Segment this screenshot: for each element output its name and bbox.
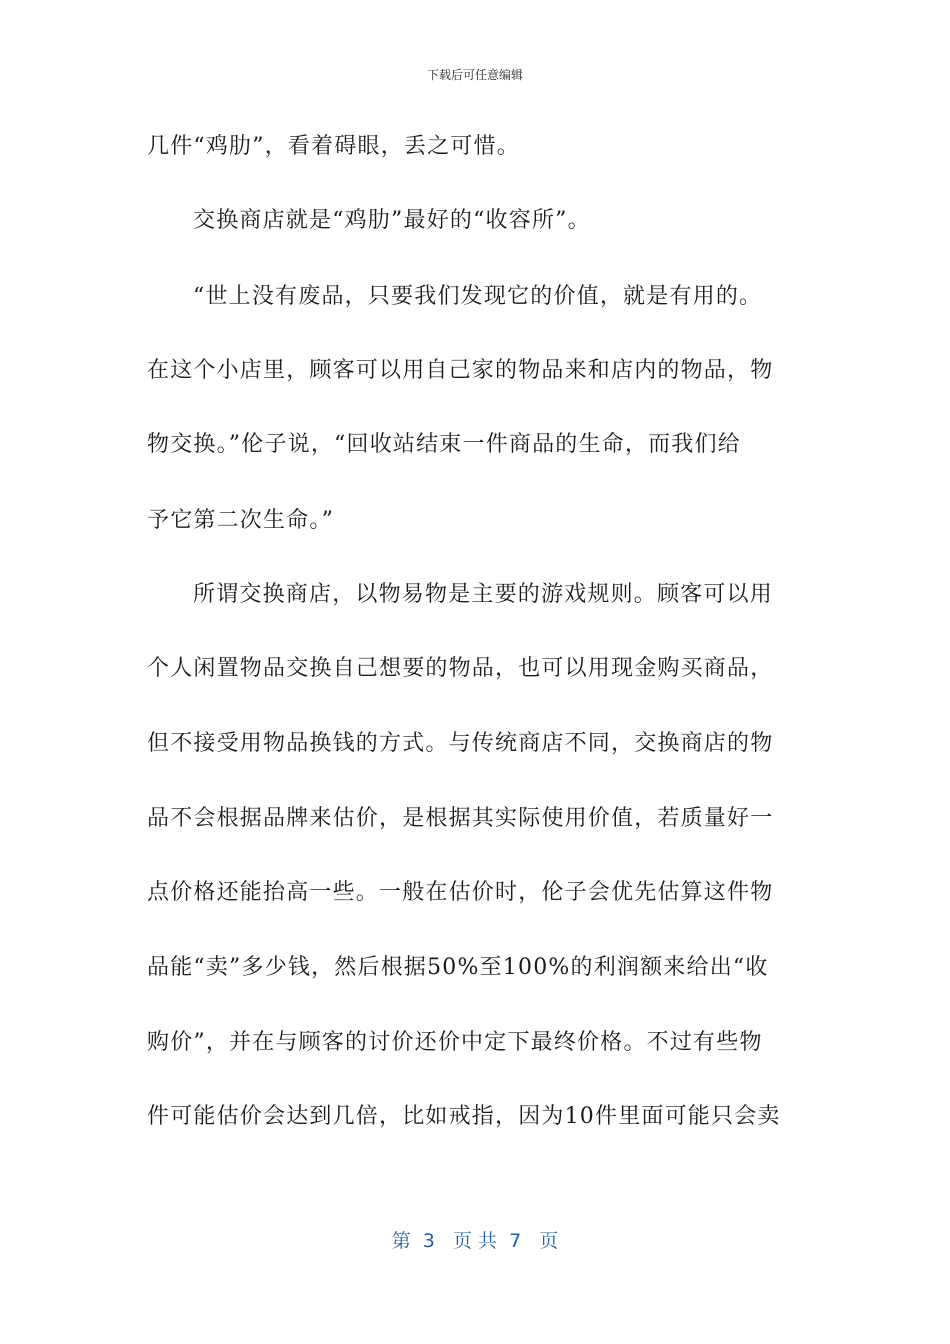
text-line: 购价”，并在与顾客的讨价还价中定下最终价格。不过有些物 <box>147 1030 763 1055</box>
text-line: 品能“卖”多少钱，然后根据50%至100%的利润额来给出“收 <box>147 955 769 980</box>
page-footer: 第 3 页 共 7 页 <box>391 1230 559 1252</box>
text-line: 件可能估价会达到几倍，比如戒指，因为10件里面可能只会卖 <box>147 1104 781 1129</box>
text-line: 品不会根据品牌来估价，是根据其实际使用价值，若质量好一 <box>147 806 774 831</box>
text-line: 但不接受用物品换钱的方式。与传统商店不同，交换商店的物 <box>147 731 774 756</box>
text-line: 在这个小店里，顾客可以用自己家的物品来和店内的物品，物 <box>147 358 774 383</box>
text-line: 交换商店就是“鸡肋”最好的“收容所”。 <box>193 208 591 233</box>
text-line: 所谓交换商店，以物易物是主要的游戏规则。顾客可以用 <box>193 582 774 607</box>
page-header: 下载后可任意编辑 <box>426 68 523 82</box>
text-line: 个人闲置物品交换自己想要的物品，也可以用现金购买商品， <box>147 656 774 681</box>
text-line: “世上没有废品，只要我们发现它的价值，就是有用的。 <box>193 284 763 309</box>
text-line: 予它第二次生命。” <box>147 508 335 533</box>
text-line: 物交换。”伦子说，“回收站结束一件商品的生命，而我们给 <box>147 432 741 457</box>
text-line: 点价格还能抬高一些。一般在估价时，伦子会优先估算这件物 <box>147 880 774 905</box>
text-line: 几件“鸡肋”，看着碍眼，丢之可惜。 <box>147 134 520 159</box>
